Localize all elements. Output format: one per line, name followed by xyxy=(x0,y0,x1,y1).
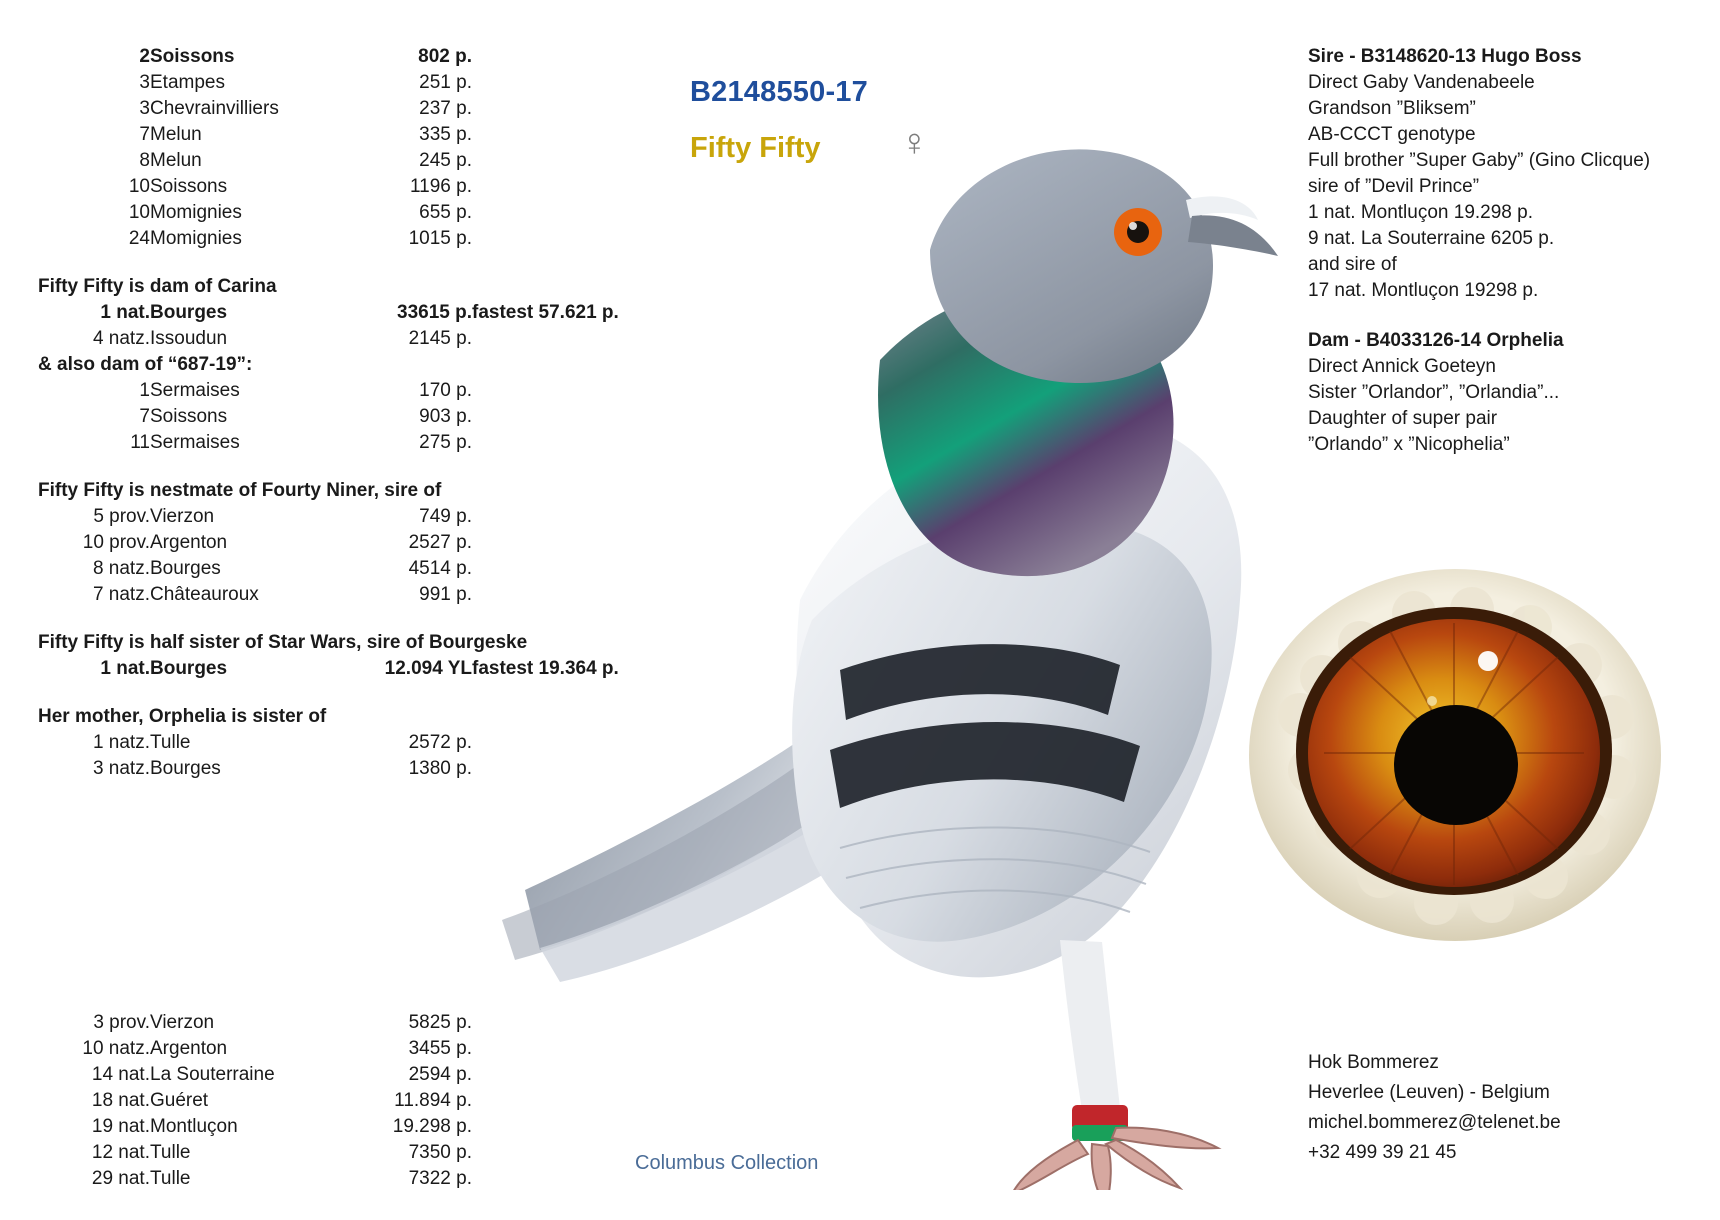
spacer xyxy=(1308,304,1708,328)
result-position: 19 nat. xyxy=(91,1116,150,1137)
result-points: 33615 p. xyxy=(397,302,472,323)
result-position: 1 xyxy=(139,380,150,401)
result-place: Soissons xyxy=(150,46,235,67)
table-row xyxy=(38,174,472,200)
result-points: 2594 p. xyxy=(408,1064,472,1085)
result-position: 10 xyxy=(128,202,150,223)
contact-email[interactable]: michel.bommerez@telenet.be xyxy=(1308,1112,1561,1133)
left-results-column xyxy=(38,44,718,782)
table-row xyxy=(38,1140,472,1166)
result-position: 14 nat. xyxy=(91,1064,150,1085)
result-place: Soissons xyxy=(150,176,228,197)
result-extra: fastest 57.621 p. xyxy=(472,302,619,323)
table-row xyxy=(38,226,472,252)
table-row xyxy=(38,430,472,456)
bird-name: Fifty Fifty xyxy=(690,132,821,164)
result-position: 1 nat. xyxy=(100,658,150,679)
result-points: 11.894 p. xyxy=(394,1090,472,1111)
table-row xyxy=(38,504,472,530)
result-position: 24 xyxy=(128,228,150,249)
table-row xyxy=(38,530,472,556)
eye-photo xyxy=(1240,565,1670,955)
result-place: Bourges xyxy=(150,758,221,779)
table-row xyxy=(38,70,472,96)
eye-catchlight xyxy=(1478,651,1498,671)
table-row xyxy=(38,300,619,326)
sire-line: AB-CCCT genotype xyxy=(1308,124,1476,145)
table-row xyxy=(38,1062,472,1088)
top-results-table xyxy=(38,44,472,252)
result-points: 7322 p. xyxy=(408,1168,472,1189)
result-points: 802 p. xyxy=(418,46,472,67)
dam-687-table xyxy=(38,378,472,456)
sex-symbol-icon: ♀ xyxy=(900,122,929,164)
result-points: 2527 p. xyxy=(408,532,472,553)
table-row xyxy=(38,122,472,148)
result-position: 3 prov. xyxy=(93,1012,150,1033)
result-position: 8 xyxy=(139,150,150,171)
result-points: 903 p. xyxy=(419,406,472,427)
table-row xyxy=(38,1010,472,1036)
half-sister-body xyxy=(38,656,619,682)
contact-location: Heverlee (Leuven) - Belgium xyxy=(1308,1082,1550,1103)
result-position: 7 xyxy=(139,124,150,145)
pigeon-body xyxy=(797,420,1242,978)
result-points: 237 p. xyxy=(419,98,472,119)
result-place: Tulle xyxy=(150,1142,191,1163)
result-points: 1015 p. xyxy=(408,228,472,249)
sire-line: 17 nat. Montluçon 19298 p. xyxy=(1308,280,1539,301)
result-place: Melun xyxy=(150,150,202,171)
table-row xyxy=(38,378,472,404)
result-points: 991 p. xyxy=(419,584,472,605)
result-extra xyxy=(472,326,619,352)
result-place: Montluçon xyxy=(150,1116,238,1137)
result-points: 7350 p. xyxy=(408,1142,472,1163)
result-position: 10 natz. xyxy=(82,1038,150,1059)
result-place: Chevrainvilliers xyxy=(150,98,279,119)
result-place: Tulle xyxy=(150,732,191,753)
result-points: 245 p. xyxy=(419,150,472,171)
spacer xyxy=(38,456,718,478)
result-position: 2 xyxy=(139,46,150,67)
result-place: Momignies xyxy=(150,202,242,223)
result-place: Issoudun xyxy=(150,328,228,349)
result-points: 3455 p. xyxy=(408,1038,472,1059)
result-points: 655 p. xyxy=(419,202,472,223)
result-position: 8 natz. xyxy=(92,558,150,579)
result-position: 4 natz. xyxy=(92,328,150,349)
result-place: Vierzon xyxy=(150,1012,215,1033)
result-points: 4514 p. xyxy=(408,558,472,579)
dam-line: Direct Annick Goeteyn xyxy=(1308,356,1496,377)
pigeon-wing xyxy=(792,519,1212,942)
result-place: Guéret xyxy=(150,1090,209,1111)
result-position: 18 nat. xyxy=(91,1090,150,1111)
sire-line: Full brother ”Super Gaby” (Gino Clicque) xyxy=(1308,150,1651,171)
result-position: 29 nat. xyxy=(91,1168,150,1189)
pigeon-beak xyxy=(1188,215,1278,256)
bottom-results-column xyxy=(38,1010,718,1192)
section-heading-nestmate: Fifty Fifty is nestmate of Fourty Niner, sire of xyxy=(38,480,442,501)
result-place: Tulle xyxy=(150,1168,191,1189)
bottom-results-body xyxy=(38,1010,472,1192)
result-position: 1 nat. xyxy=(100,302,150,323)
spacer xyxy=(38,682,718,704)
result-position: 10 xyxy=(128,176,150,197)
result-place: Etampes xyxy=(150,72,225,93)
wing-bar-upper xyxy=(840,644,1120,720)
nestmate-table xyxy=(38,504,472,608)
result-position: 3 natz. xyxy=(92,758,150,779)
section-heading-dam-carina: Fifty Fifty is dam of Carina xyxy=(38,276,277,297)
result-position: 5 prov. xyxy=(93,506,150,527)
result-place: Argenton xyxy=(150,1038,228,1059)
contact-loft-name: Hok Bommerez xyxy=(1308,1052,1439,1073)
result-position: 7 natz. xyxy=(92,584,150,605)
collection-watermark: Columbus Collection xyxy=(635,1152,819,1174)
contact-block xyxy=(1308,1048,1708,1168)
nestmate-body xyxy=(38,504,472,608)
pigeon-eye xyxy=(1114,208,1162,256)
result-place: Châteauroux xyxy=(150,584,259,605)
result-position: 7 xyxy=(139,406,150,427)
table-row xyxy=(38,96,472,122)
result-points: 2572 p. xyxy=(408,732,472,753)
table-row xyxy=(38,1114,472,1140)
result-points: 1380 p. xyxy=(408,758,472,779)
pedigree-column xyxy=(1308,44,1708,458)
table-row xyxy=(38,200,472,226)
contact-phone[interactable]: +32 499 39 21 45 xyxy=(1308,1142,1457,1163)
mother-table xyxy=(38,730,472,782)
result-position: 3 xyxy=(139,72,150,93)
result-points: 19.298 p. xyxy=(392,1116,472,1137)
result-place: Argenton xyxy=(150,532,228,553)
result-points: 2145 p. xyxy=(408,328,472,349)
result-place: Melun xyxy=(150,124,202,145)
result-place: Soissons xyxy=(150,406,228,427)
result-points: 5825 p. xyxy=(408,1012,472,1033)
result-place: Vierzon xyxy=(150,506,215,527)
table-row xyxy=(38,582,472,608)
result-position: 12 nat. xyxy=(91,1142,150,1163)
table-row xyxy=(38,44,472,70)
bottom-results-table xyxy=(38,1010,472,1192)
table-row xyxy=(38,148,472,174)
dam-line: Daughter of super pair xyxy=(1308,408,1498,429)
dam-line: ”Orlando” x ”Nicophelia” xyxy=(1308,434,1510,455)
result-extra: fastest 19.364 p. xyxy=(472,658,619,679)
table-row xyxy=(38,1088,472,1114)
sire-line: sire of ”Devil Prince” xyxy=(1308,176,1480,197)
result-place: Sermaises xyxy=(150,380,240,401)
result-points: 749 p. xyxy=(419,506,472,527)
result-place: Sermaises xyxy=(150,432,240,453)
table-row xyxy=(38,556,472,582)
result-place: La Souterraine xyxy=(150,1064,275,1085)
table-row xyxy=(38,656,619,682)
result-position: 1 natz. xyxy=(92,732,150,753)
section-heading-half-sister: Fifty Fifty is half sister of Star Wars, sire of Bourgeske xyxy=(38,632,528,653)
pigeon-neck xyxy=(878,288,1173,577)
result-position: 10 prov. xyxy=(82,532,150,553)
result-points: 12.094 YL xyxy=(384,658,472,679)
leg-ring xyxy=(1072,1105,1128,1131)
mother-body xyxy=(38,730,472,782)
dam-carina-table xyxy=(38,300,619,352)
result-points: 251 p. xyxy=(419,72,472,93)
table-row xyxy=(38,1036,472,1062)
pigeon-head xyxy=(930,149,1213,383)
table-row xyxy=(38,1166,472,1192)
sire-line: Grandson ”Bliksem” xyxy=(1308,98,1476,119)
spacer xyxy=(38,252,718,274)
result-points: 275 p. xyxy=(419,432,472,453)
sire-line: Direct Gaby Vandenabeele xyxy=(1308,72,1535,93)
section-heading-mother: Her mother, Orphelia is sister of xyxy=(38,706,327,727)
sire-title: Sire - B3148620-13 Hugo Boss xyxy=(1308,46,1582,67)
pigeon-foot xyxy=(1012,1128,1218,1190)
half-sister-table xyxy=(38,656,619,682)
result-place: Bourges xyxy=(150,658,228,679)
result-points: 170 p. xyxy=(419,380,472,401)
table-row xyxy=(38,404,472,430)
sire-line: 9 nat. La Souterraine 6205 p. xyxy=(1308,228,1555,249)
table-row xyxy=(38,756,472,782)
result-points: 335 p. xyxy=(419,124,472,145)
result-points: 1196 p. xyxy=(410,176,472,197)
leg-ring-band xyxy=(1072,1125,1128,1141)
dam-line: Sister ”Orlandor”, ”Orlandia”... xyxy=(1308,382,1560,403)
ring-number: B2148550-17 xyxy=(690,76,868,108)
dam-carina-body xyxy=(38,300,619,352)
pigeon-leg xyxy=(1060,940,1120,1110)
table-row xyxy=(38,730,472,756)
result-position: 11 xyxy=(130,432,150,453)
result-place: Momignies xyxy=(150,228,242,249)
top-results-body xyxy=(38,44,472,252)
result-position: 3 xyxy=(139,98,150,119)
table-row xyxy=(38,326,619,352)
dam-687-body xyxy=(38,378,472,456)
section-heading-dam-687: & also dam of “687-19”: xyxy=(38,354,253,375)
result-place: Bourges xyxy=(150,558,221,579)
eye-pupil xyxy=(1394,705,1518,825)
wing-bar-lower xyxy=(830,722,1140,808)
sire-line: 1 nat. Montluçon 19.298 p. xyxy=(1308,202,1533,223)
dam-title: Dam - B4033126-14 Orphelia xyxy=(1308,330,1564,351)
result-place: Bourges xyxy=(150,302,228,323)
spacer xyxy=(38,608,718,630)
sire-line: and sire of xyxy=(1308,254,1397,275)
